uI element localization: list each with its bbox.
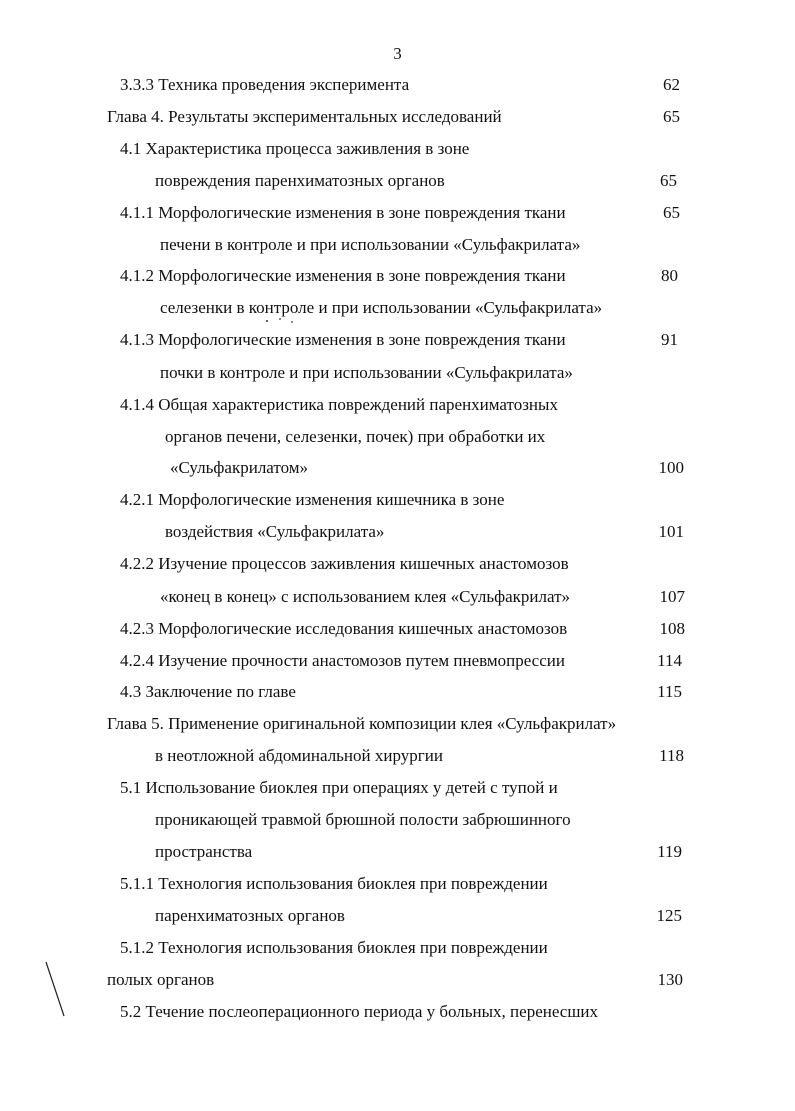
toc-entry-page: 130 <box>657 970 683 989</box>
toc-entry-text: в неотложной абдоминальной хирургии <box>155 746 443 765</box>
toc-entry-text: полых органов <box>107 970 215 989</box>
toc-entry-page: 125 <box>656 906 682 925</box>
toc-entry-text: почки в контроле и при использовании «Сульфакрилата» <box>160 363 573 382</box>
toc-entry-text: 4.2.4 Изучение прочности анастомозов путем пневмопрессии <box>120 651 565 670</box>
scan-speck <box>262 316 302 326</box>
toc-entry-page: 100 <box>658 458 684 477</box>
toc-entry-text: 5.2 Течение послеоперационного периода у больных, перенесших <box>120 1002 599 1021</box>
toc-entry-text: воздействия «Сульфакрилата» <box>165 522 385 541</box>
toc-entry-text: «Сульфакрилатом» <box>170 458 309 477</box>
page-number: 3 <box>393 44 402 63</box>
toc-entry-page: 118 <box>659 746 684 765</box>
toc-entry-text: селезенки в контроле и при использовании «Сульфакрилата» <box>160 298 603 317</box>
toc-entry-text: 4.1.2 Морфологические изменения в зоне повреждения ткани <box>120 266 566 285</box>
toc-entry-page: 65 <box>663 107 680 126</box>
toc-entry-text: печени в контроле и при использовании «Сульфакрилата» <box>160 235 581 254</box>
toc-entry-text: 4.3 Заключение по главе <box>120 682 296 701</box>
toc-entry-text: Глава 4. Результаты экспериментальных исследований <box>107 107 502 126</box>
toc-entry-text: 4.2.1 Морфологические изменения кишечника в зоне <box>120 490 505 509</box>
toc-entry-text: 3.3.3 Техника проведения эксперимента <box>120 75 410 94</box>
toc-entry-text: 4.1.4 Общая характеристика повреждений паренхиматозных <box>120 395 558 414</box>
toc-entry-text: 4.1 Характеристика процесса заживления в зоне <box>120 139 470 158</box>
toc-entry-text: повреждения паренхиматозных органов <box>155 171 445 190</box>
toc-entry-page: 65 <box>660 171 677 190</box>
toc-entry-text: 4.2.3 Морфологические исследования кишечных анастомозов <box>120 619 568 638</box>
toc-entry-page: 91 <box>661 330 678 349</box>
toc-entry-text: пространства <box>155 842 253 861</box>
toc-entry-text: органов печени, селезенки, почек) при обработки их <box>165 427 546 446</box>
toc-entry-page: 80 <box>661 266 678 285</box>
toc-entry-text: 4.1.3 Морфологические изменения в зоне повреждения ткани <box>120 330 566 349</box>
toc-entry-page: 114 <box>657 651 682 670</box>
toc-entry-text: 4.2.2 Изучение процессов заживления кишечных анастомозов <box>120 554 569 573</box>
toc-entry-text: паренхиматозных органов <box>155 906 345 925</box>
toc-entry-text: 5.1 Использование биоклея при операциях у детей с тупой и <box>120 778 558 797</box>
toc-entry-text: «конец в конец» с использованием клея «Сульфакрилат» <box>160 587 571 606</box>
toc-entry-page: 62 <box>663 75 680 94</box>
margin-pen-stroke <box>40 960 70 1020</box>
toc-entry-text: 5.1.1 Технология использования биоклея при повреждении <box>120 874 548 893</box>
toc-entry-page: 119 <box>657 842 682 861</box>
toc-entry-text: Глава 5. Применение оригинальной композиции клея «Сульфакрилат» <box>107 714 617 733</box>
toc-entry-text: 4.1.1 Морфологические изменения в зоне повреждения ткани <box>120 203 566 222</box>
toc-entry-text: проникающей травмой брюшной полости забрюшинного <box>155 810 571 829</box>
toc-entry-page: 115 <box>657 682 682 701</box>
toc-entry-page: 65 <box>663 203 680 222</box>
toc-entry-page: 108 <box>659 619 685 638</box>
toc-entry-page: 101 <box>658 522 684 541</box>
toc-entry-text: 5.1.2 Технология использования биоклея при повреждении <box>120 938 548 957</box>
toc-entry-page: 107 <box>659 587 685 606</box>
